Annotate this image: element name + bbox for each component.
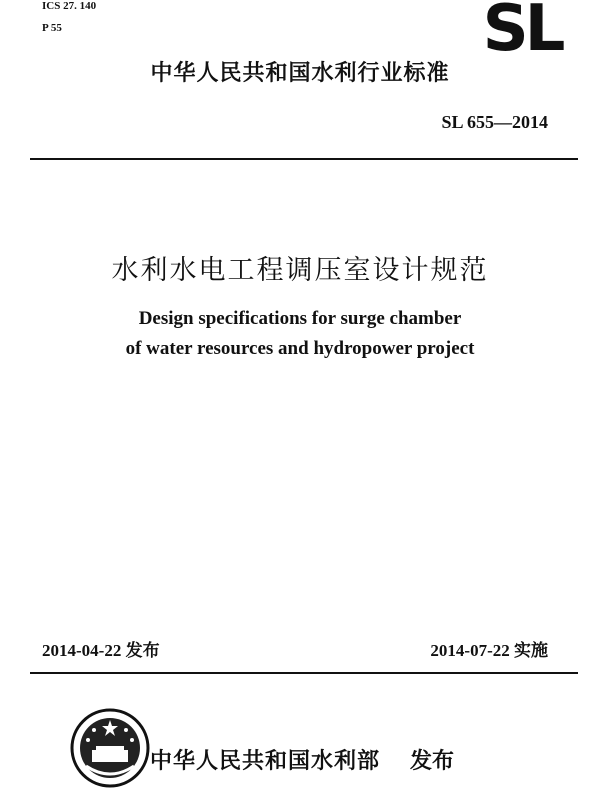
implementation-date: 2014-07-22 实施 (430, 641, 548, 660)
document-title-english-line2: of water resources and hydropower project (125, 338, 475, 359)
ics-code: ICS 27. 140 (42, 0, 97, 12)
document-title-english-line1: Design specifications for surge chamber (138, 308, 462, 329)
classification-code: P 55 (42, 22, 62, 34)
sl-logo-icon (472, 0, 572, 54)
top-divider (30, 158, 578, 160)
standard-number: SL 655—2014 (441, 112, 548, 132)
bottom-divider (30, 672, 578, 674)
sl-logo-text: SL (482, 0, 562, 54)
issue-date: 2014-04-22 发布 (42, 641, 160, 660)
issuing-ministry: 中华人民共和国水利部 (150, 749, 381, 774)
national-emblem-icon (68, 706, 152, 790)
document-title-chinese: 水利水电工程调压室设计规范 (111, 255, 489, 286)
publish-label: 发布 (410, 749, 455, 774)
issuing-body-title: 中华人民共和国水利行业标准 (150, 61, 450, 86)
